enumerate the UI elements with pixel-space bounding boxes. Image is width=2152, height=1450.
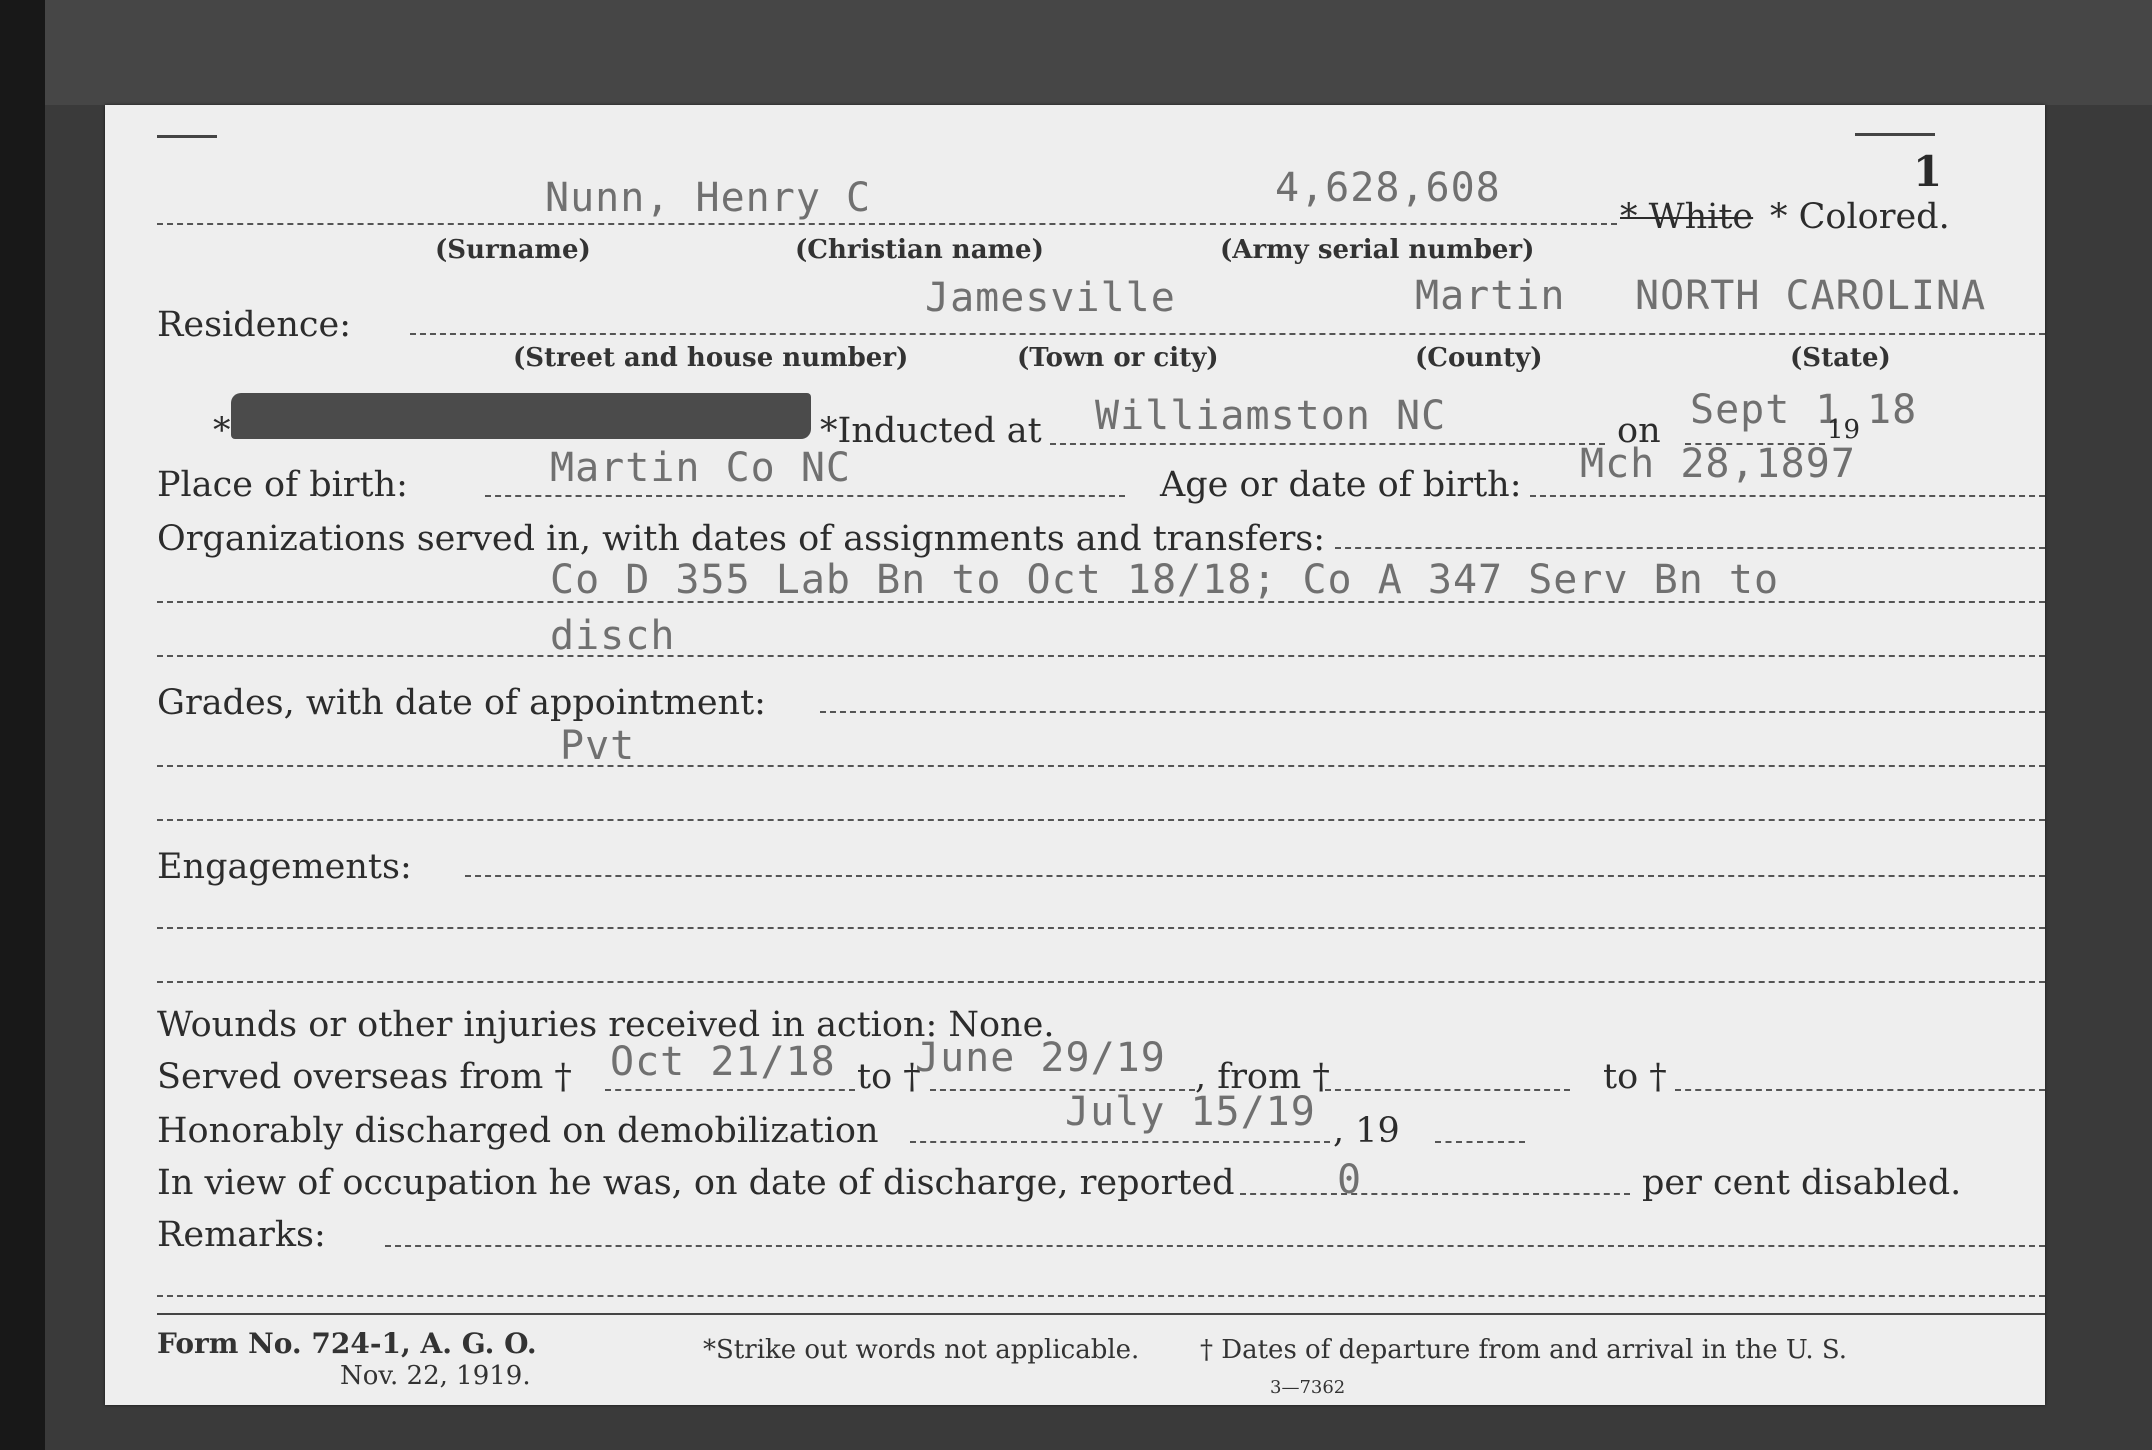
record-card	[105, 105, 2045, 1405]
race-colored-option: * Colored.	[1770, 197, 1950, 237]
disability-line	[1240, 1193, 1630, 1195]
place-of-birth-value: Martin Co NC	[550, 445, 851, 491]
caption-county: (County)	[1415, 343, 1543, 373]
overseas-to2-label: to †	[1603, 1057, 1667, 1097]
disability-label: In view of occupation he was, on date of discharge, reported	[157, 1163, 1235, 1203]
induction-date-value: Sept 1	[1690, 387, 1841, 433]
race-white-option: * White	[1620, 197, 1754, 237]
organizations-line-1	[157, 601, 2045, 603]
remarks-line-0	[385, 1245, 2045, 1247]
print-code: 3—7362	[1270, 1377, 1346, 1398]
engagements-label: Engagements:	[157, 847, 412, 887]
form-number: Form No. 724-1, A. G. O.	[157, 1327, 537, 1360]
grades-label: Grades, with date of appointment:	[157, 683, 766, 723]
residence-town-value: Jamesville	[925, 275, 1176, 321]
redaction-mark	[231, 393, 811, 439]
inducted-place-value: Williamston NC	[1095, 393, 1447, 439]
organizations-value-line2: disch	[550, 613, 676, 659]
inducted-at-label: *Inducted at	[820, 411, 1042, 451]
overseas-from-value: Oct 21/18	[610, 1039, 836, 1085]
disability-suffix: per cent disabled.	[1642, 1163, 1962, 1203]
engagements-line-0	[465, 875, 2045, 877]
caption-street: (Street and house number)	[513, 343, 909, 373]
caption-christian-name: (Christian name)	[795, 235, 1044, 265]
grades-line-2	[157, 819, 2045, 821]
organizations-line-2	[157, 655, 2045, 657]
place-of-birth-label: Place of birth:	[157, 465, 408, 505]
dates-note: † Dates of departure from and arrival in the U. S.	[1200, 1335, 1848, 1365]
organizations-line-0	[1335, 547, 2045, 549]
residence-county-value: Martin	[1415, 273, 1566, 319]
scanner-edge-left	[0, 0, 45, 1450]
age-label: Age or date of birth:	[1160, 465, 1522, 505]
caption-surname: (Surname)	[435, 235, 591, 265]
strike-note: *Strike out words not applicable.	[703, 1335, 1140, 1365]
engagements-line-1	[157, 927, 2045, 929]
overseas-from-line	[605, 1089, 855, 1091]
grades-line-0	[820, 711, 2045, 713]
caption-serial-number: (Army serial number)	[1220, 235, 1535, 265]
organizations-label: Organizations served in, with dates of assignments and transfers:	[157, 519, 1326, 559]
disability-value: 0	[1337, 1157, 1363, 1203]
remarks-label: Remarks:	[157, 1215, 326, 1255]
grades-line-1	[157, 765, 2045, 767]
overseas-to-value: June 29/19	[915, 1035, 1166, 1081]
overseas-from2-line	[1325, 1089, 1570, 1091]
top-left-rule	[157, 135, 217, 138]
discharge-year-line	[1435, 1141, 1525, 1143]
discharge-line	[910, 1141, 1330, 1143]
overseas-from2-label: , from †	[1195, 1057, 1330, 1097]
age-value: Mch 28,1897	[1580, 441, 1856, 487]
scanner-edge-top	[45, 0, 2152, 105]
inducted-place-line	[1050, 443, 1605, 445]
overseas-to2-line	[1675, 1089, 2045, 1091]
top-right-rule	[1855, 133, 1935, 136]
caption-town: (Town or city)	[1017, 343, 1219, 373]
residence-label: Residence:	[157, 305, 351, 345]
name-value: Nunn, Henry C	[545, 175, 872, 221]
name-line	[157, 223, 1617, 225]
serial-value: 4,628,608	[1275, 165, 1501, 211]
organizations-value-line1: Co D 355 Lab Bn to Oct 18/18; Co A 347 Serv Bn to	[550, 557, 1780, 603]
induction-year-value: 18	[1867, 387, 1918, 433]
caption-state: (State)	[1790, 343, 1891, 373]
overseas-label: Served overseas from †	[157, 1057, 572, 1097]
residence-state-value: NORTH CAROLINA	[1635, 273, 1987, 319]
wounds-label: Wounds or other injuries received in action: None.	[157, 1005, 1055, 1045]
card-number: 1	[1913, 147, 1943, 196]
remarks-line-1	[157, 1295, 2045, 1297]
induction-year-prefix: 19	[1827, 415, 1861, 445]
form-date: Nov. 22, 1919.	[340, 1361, 531, 1391]
place-of-birth-line	[485, 495, 1125, 497]
grades-value: Pvt	[560, 723, 636, 769]
overseas-to-label: to †	[857, 1057, 921, 1097]
age-line	[1530, 495, 2045, 497]
induction-star: *	[213, 411, 231, 451]
discharge-value: July 15/19	[1065, 1089, 1316, 1135]
residence-line	[410, 333, 2045, 335]
discharge-year-label: , 19	[1333, 1111, 1400, 1151]
discharge-label: Honorably discharged on demobilization	[157, 1111, 879, 1151]
on-label: on	[1617, 411, 1661, 451]
engagements-line-2	[157, 981, 2045, 983]
footer-rule	[157, 1313, 2045, 1315]
